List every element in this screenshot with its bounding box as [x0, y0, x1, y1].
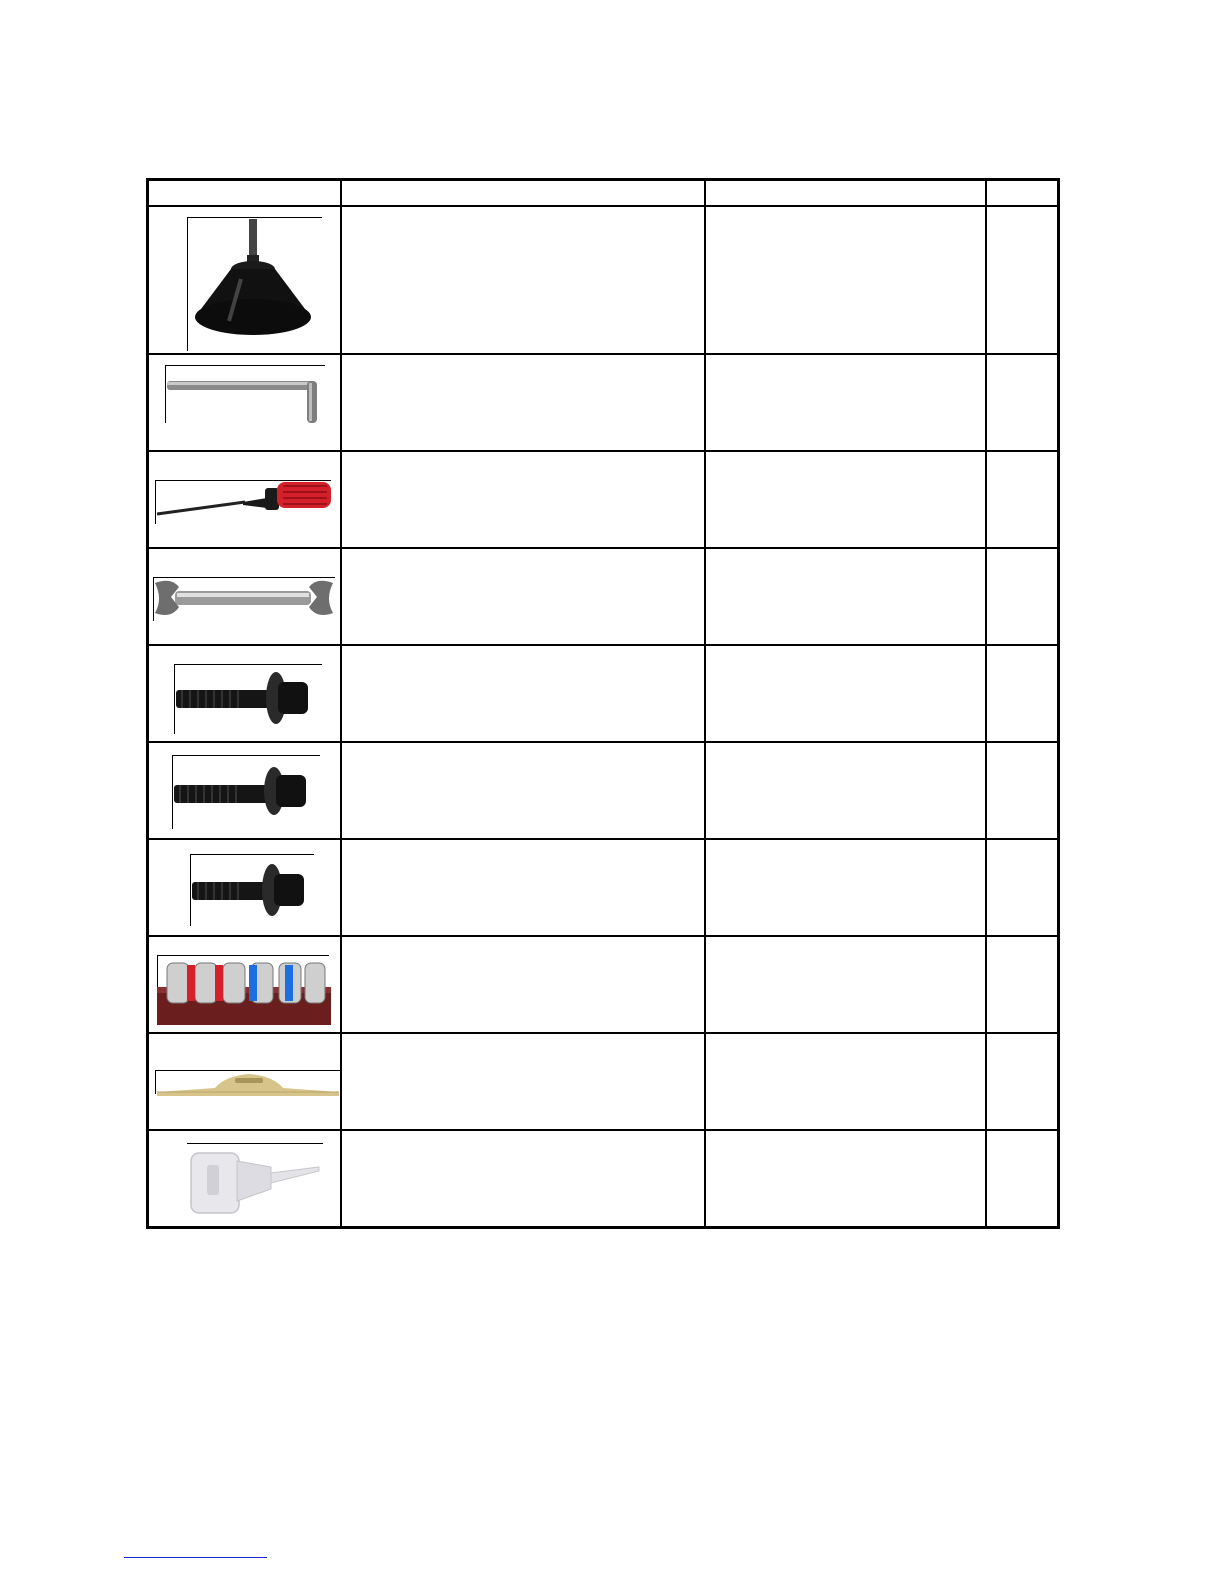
header-image: [148, 180, 342, 207]
part-code: [705, 645, 986, 742]
part-image-cell: [148, 936, 342, 1033]
suction-cup-base-icon: [187, 217, 323, 351]
part-image-cell: [148, 742, 342, 839]
glue-bottle-icon: [187, 1145, 323, 1215]
part-qty: [986, 206, 1059, 354]
header-code: [705, 180, 986, 207]
part-image-cell: [148, 1130, 342, 1228]
table-row: [148, 645, 1059, 742]
bolt-with-washer-icon: [174, 664, 312, 724]
part-image-cell: [148, 451, 342, 548]
wooden-bridge-bar-icon: [155, 1070, 341, 1098]
part-qty: [986, 645, 1059, 742]
part-code: [705, 742, 986, 839]
parts-table: [146, 178, 1060, 1229]
part-image-cell: [148, 839, 342, 936]
part-qty: [986, 1033, 1059, 1130]
table-row: [148, 839, 1059, 936]
table-row: [148, 354, 1059, 451]
part-image-cell: [148, 645, 342, 742]
bolt-with-washer-icon: [172, 755, 310, 815]
open-end-wrench-icon: [153, 577, 335, 621]
part-qty: [986, 451, 1059, 548]
short-bolt-with-washer-icon: [190, 854, 310, 916]
part-qty: [986, 548, 1059, 645]
screwdriver-icon: [155, 478, 333, 526]
header-row: [148, 180, 1059, 207]
part-code: [705, 206, 986, 354]
part-qty: [986, 1130, 1059, 1228]
table-row: [148, 548, 1059, 645]
hex-key-icon: [165, 367, 329, 427]
part-name: [341, 1130, 705, 1228]
part-qty: [986, 742, 1059, 839]
part-name: [341, 742, 705, 839]
table-row: [148, 1130, 1059, 1228]
part-name: [341, 1033, 705, 1130]
footer-rule: [124, 1557, 267, 1558]
header-name: [341, 180, 705, 207]
part-code: [705, 1033, 986, 1130]
part-code: [705, 548, 986, 645]
part-code: [705, 451, 986, 548]
part-qty: [986, 839, 1059, 936]
part-image-cell: [148, 1033, 342, 1130]
part-qty: [986, 354, 1059, 451]
header-qty: [986, 180, 1059, 207]
table-row: [148, 936, 1059, 1033]
part-name: [341, 839, 705, 936]
part-name: [341, 548, 705, 645]
part-code: [705, 1130, 986, 1228]
part-name: [341, 936, 705, 1033]
table-row: [148, 1033, 1059, 1130]
part-code: [705, 936, 986, 1033]
table-row: [148, 206, 1059, 354]
part-name: [341, 206, 705, 354]
part-name: [341, 354, 705, 451]
part-name: [341, 645, 705, 742]
weight-set-tray-icon: [157, 957, 331, 1027]
part-image-cell: [148, 354, 342, 451]
part-name: [341, 451, 705, 548]
part-code: [705, 354, 986, 451]
part-image-cell: [148, 548, 342, 645]
part-image-cell: [148, 206, 342, 354]
part-qty: [986, 936, 1059, 1033]
part-code: [705, 839, 986, 936]
table-row: [148, 742, 1059, 839]
table-row: [148, 451, 1059, 548]
